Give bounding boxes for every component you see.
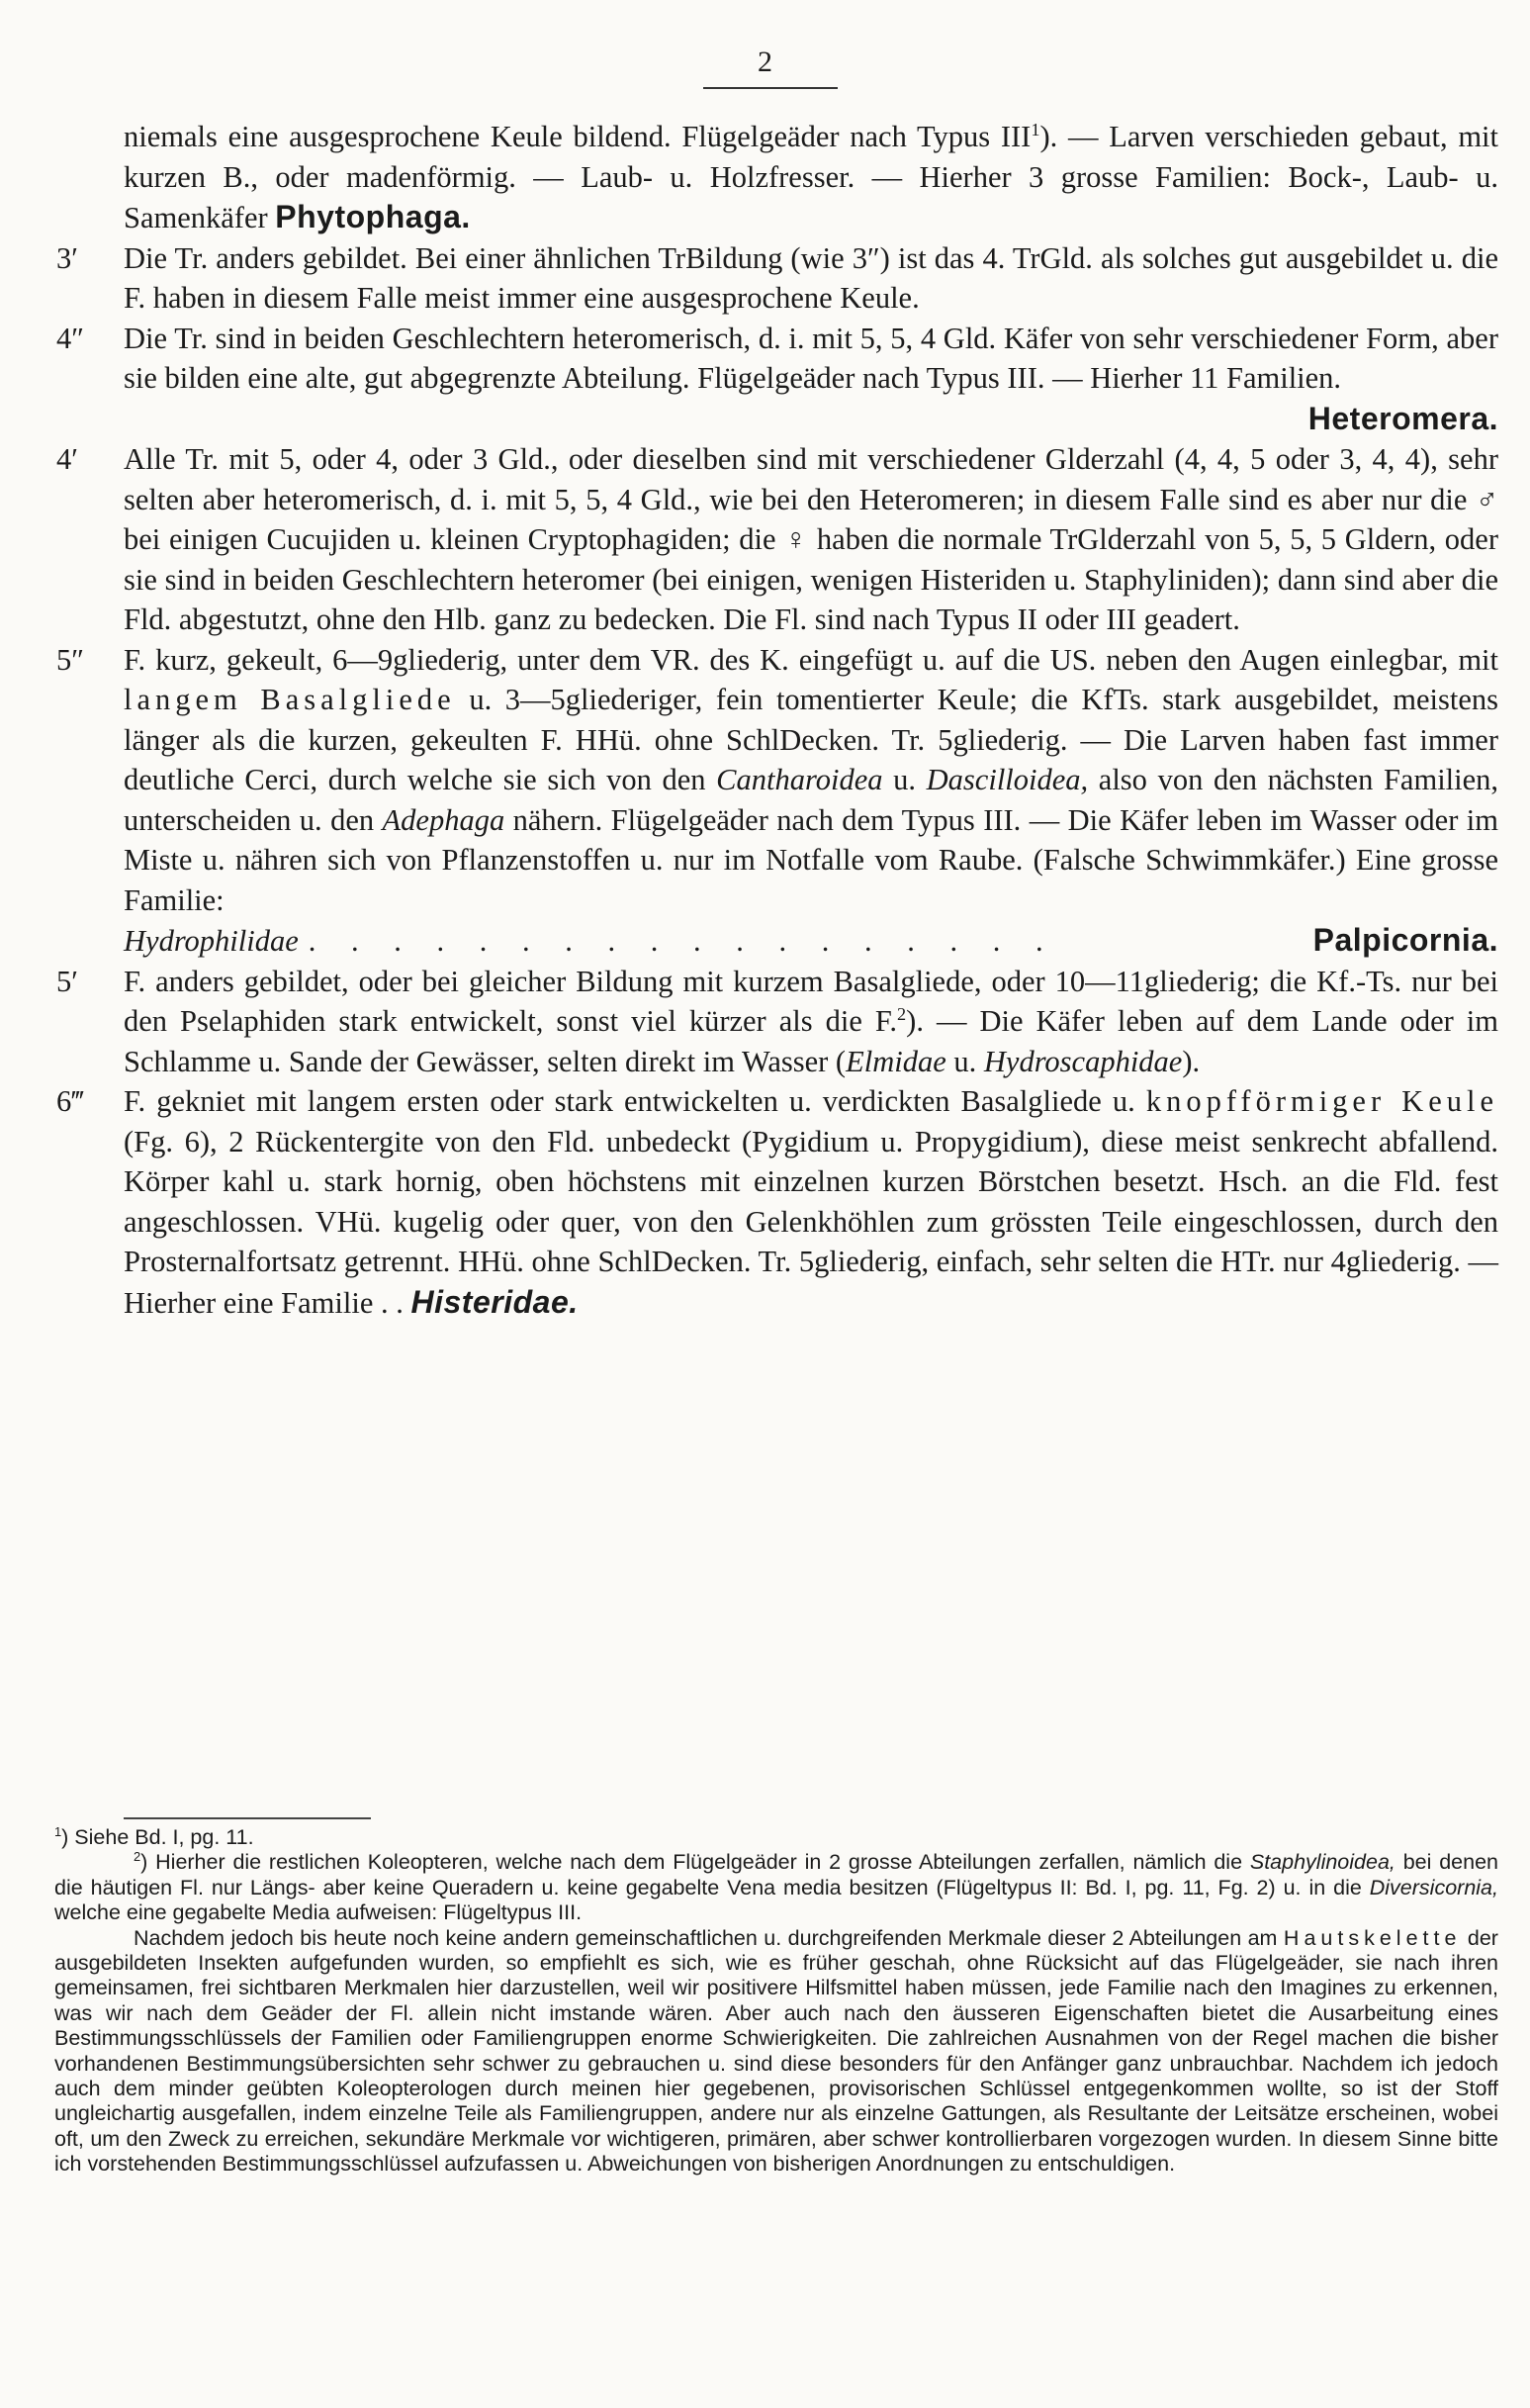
footnote-text: bei denen die häutigen Fl. nur Längs- aber keine Queradern u. keine gegabelte Vena media besitzen (Flügeltypus II: Bd. I, pg. 11, Fg. 2) u. in die [54,1850,1498,1899]
couplet-number: 4″ [56,321,84,355]
couplet-text: u. 3—5gliederiger, fein tomentierter Keule; die KfTs. stark ausgebildet, meistens länger als die kurzen, gekeulten F. HHü. ohne SchlDecken. Tr. 5gliederig. — Die Larven haben fast immer deutliche Cerci, durch welche sie sich von den [124,683,1499,796]
couplet-number: 3′ [56,240,78,275]
taxon-staphylinoidea: Staphylinoidea, [1249,1850,1395,1875]
couplet-text: ). — Larven verschieden gebaut, mit kurzen B., oder madenförmig. — Laub- u. Holzfresser. — Hierher 3 grosse Familien: Bock-, Laub- u. Samenkäfer [124,120,1499,234]
family-hydrophilidae: Hydrophilidae [124,924,299,958]
footnote-text: Nachdem jedoch bis heute noch keine andern gemeinschaftlichen u. durchgreifenden Merkmale dieser 2 Abteilungen am [134,1925,1278,1950]
leader-dots: . . . . . . . . . . . . . . . . . . [308,924,1057,958]
couplet-text: u. [893,763,917,796]
taxon-adephaga: Adephaga [382,802,505,837]
footnote-2-continued [54,1926,1498,2177]
footnote-text: ) Siehe Bd. I, pg. 11. [61,1825,254,1849]
couplet-text: ). [1182,1044,1201,1078]
couplet-3p [56,238,1498,319]
footnote-marker: 1 [54,1823,62,1839]
couplet-3pp-continuation [124,117,1498,238]
emphasis-text: Hautskelette [1283,1925,1462,1950]
couplet-text: Alle Tr. mit 5, oder 4, oder 3 Gld., oder dieselben sind mit verschiedener Glderzahl (4, 4, 5 oder 3, 4, 4), sehr selten aber heteromerisch, d. i. mit 5, 5, 4 Gld., wie bei den Heteromeren; in diesem Falle sind es aber nur die ♂ bei einigen Cucujiden u. kleinen Cryptophagiden; die ♀ haben die normale TrGlderzahl von 5, 5, 5 Gldern, oder sie sind in beiden Geschlechtern heteromer (bei einigen, wenigen Histeriden u. Staphyliniden); dann sind aber die Fld. abgestutzt, ohne den Hlb. ganz zu bedecken. Die Fl. sind nach Typus II oder III geadert. [124,442,1498,636]
couplet-number: 6‴ [56,1084,84,1118]
taxon-diversicornia: Diversicornia, [1369,1875,1498,1899]
couplet-6ppp [56,1081,1498,1323]
header-rule [703,87,838,89]
taxon-elmidae: Elmidae [846,1044,946,1078]
couplet-text: F. kurz, gekeult, 6—9gliederig, unter dem VR. des K. eingefügt u. auf die US. neben den Augen einlegbar, mit [124,642,1498,677]
footnote-2 [54,1850,1498,1925]
emphasis-text: langem Basalgliede [124,683,456,716]
leader-dots: . . [381,1285,404,1320]
couplet-number: 5′ [56,964,78,998]
taxon-hydroscaphidae: Hydroscaphidae [983,1044,1183,1078]
footnote-rule [124,1817,371,1819]
page-number: 2 [758,46,772,78]
taxon-histeridae: Histeridae. [410,1283,579,1320]
couplet-text: F. anders gebildet, oder bei gleicher Bildung mit kurzem Basalgliede, oder 10—11gliederig; die Kf.-Ts. nur bei den Pselaphiden stark entwickelt, sonst viel kürzer als die F. [124,964,1498,1038]
couplet-text: Die Tr. sind in beiden Geschlechtern heteromerisch, d. i. mit 5, 5, 4 Gld. Käfer von sehr verschiedener Form, aber sie bilden eine alte, gut abgegrenzte Abteilung. Flügelgeäder nach Typus III. — Hierher 11 Familien. [124,321,1498,395]
footnote-1 [54,1825,1498,1850]
taxon-dascilloidea: Dascilloidea, [926,763,1089,796]
family-line [124,920,1498,962]
couplet-text: niemals eine ausgesprochene Keule bildend. Flügelgeäder nach Typus III [124,120,1032,153]
couplet-text: (Fg. 6), 2 Rückentergite von den Fld. unbedeckt (Pygidium u. Propygidium), diese meist senkrecht abfallend. Körper kahl u. stark hornig, oben höchstens mit einzelnen kurzen Börstchen besetzt. Hsch. an die Fld. fest angeschlossen. VHü. kugelig oder quer, von den Gelenkhöhlen zum grössten Teile eingeschlossen, durch den Prosternalfortsatz getrennt. HHü. ohne SchlDecken. Tr. 5gliederig, einfach, sehr selten die HTr. nur 4gliederig. — Hierher eine Familie [124,1124,1498,1320]
footnote-text: ) Hierher die restlichen Koleopteren, welche nach dem Flügelgeäder in 2 grosse Abteilungen zerfallen, nämlich die [140,1850,1243,1875]
emphasis-text: knopfförmiger Keule [1145,1084,1498,1118]
couplet-5pp [56,640,1499,962]
taxon-heteromera: Heteromera. [1307,400,1498,436]
footnote-text: welche eine gegabelte Media aufweisen: Flügeltypus III. [54,1900,583,1925]
taxon-cantharoidea: Cantharoidea [716,763,883,796]
footnote-ref-2: 2 [897,1003,907,1024]
footnote-marker: 2 [134,1849,141,1865]
couplet-text: F. gekniet mit langem ersten oder stark entwickelten u. verdickten Basalgliede u. [124,1084,1135,1118]
key-text [56,117,1499,1323]
couplet-text: Die Tr. anders gebildet. Bei einer ähnlichen TrBildung (wie 3″) ist das 4. TrGld. als solches gut ausgebildet u. die F. haben in diesem Falle meist immer eine ausgesprochene Keule. [124,240,1498,315]
footnote-ref-1: 1 [1031,119,1040,139]
couplet-4p [56,439,1498,640]
footnote-text: der ausgebildeten Insekten aufgefunden wurden, so empfiehlt es sich, wie es früher geschah, ohne Rücksicht auf das Flügelgeäder, sie nach ihren gemeinsamen, frei sichtbaren Merkmalen hier darzustellen, weil wir positivere Hilfsmittel haben müssen, jede Familie nach den Imagines zu erkennen, was wir nach dem Geäder der Fl. allein nicht imstande wären. Aber auch nach den äusseren Eigenschaften bietet die Ausarbeitung eines Bestimmungsschlüssels der Familien oder Familiengruppen enorme Schwierigkeiten. Die zahlreichen Ausnahmen von der Regel machen die bisher vorhandenen Bestimmungsübersichten sehr schwer zu gebrauchen u. sind diese besonders für den Anfänger ganz unbrauchbar. Nachdem ich jedoch auch dem minder geübten Koleopterologen durch meinen hier gegebenen, provisorischen Schlüssel entgegenkommen wollte, so ist der Stoff ungleichartig ausgefallen, indem einzelne Teile als Familiengruppen, andere nur als einzelne Gattungen, als Resultante der Leitsätze erscheinen, wobei oft, um den Zweck zu erreichen, sekundäre Merkmale vor wichtigeren, primären, aber schwer kontrollierbaren vorgezogen wurden. In diesem Sinne bitte ich vorstehenden Bestimmungsschlüssel aufzufassen u. Abweichungen von bisherigen Anordnungen zu entschuldigen. [54,1925,1498,2176]
taxon-palpicornia: Palpicornia. [1312,922,1498,958]
couplet-4pp [56,319,1498,440]
couplet-text: nähern. Flügelgeäder nach dem Typus III. — Die Käfer leben im Wasser oder im Miste u. nähren sich von Pflanzenstoffen u. nur im Notfalle vom Raube. (Falsche Schwimmkäfer.) Eine grosse Familie: [124,802,1498,917]
couplet-number: 5″ [56,642,84,677]
couplet-text: u. [953,1044,977,1078]
couplet-text: also von den nächsten Familien, unterscheiden u. den [124,763,1499,837]
couplet-5p [56,962,1498,1082]
taxon-phytophaga: Phytophaga. [275,199,471,234]
footnotes [54,1825,1498,2177]
couplet-text: ). — Die Käfer leben auf dem Lande oder im Schlamme u. Sande der Gewässer, selten direkt im Wasser ( [124,1004,1498,1078]
couplet-number: 4′ [56,442,78,476]
